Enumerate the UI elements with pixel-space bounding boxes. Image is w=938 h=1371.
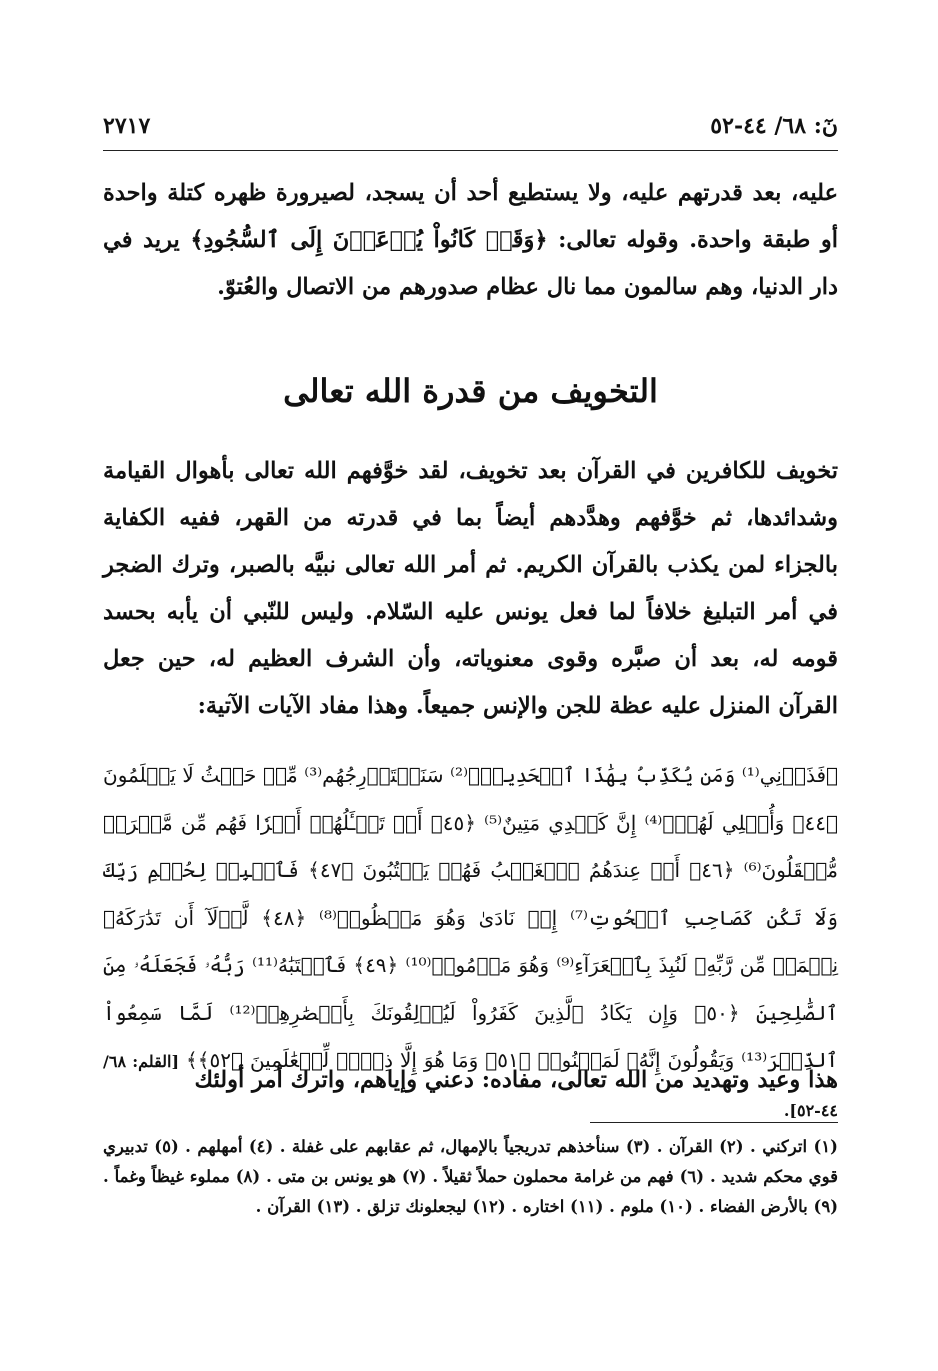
footnote-divider: [590, 1122, 838, 1123]
header-divider: [103, 150, 838, 151]
verses-text: ﴿فَذَرۡنِي⁽¹⁾ وَمَن يُكَذِّبُ بِهَٰذَا ٱلۡحَدِيثِۖ⁽²⁾ سَنَسۡتَدۡرِجُهُم⁽³⁾ مِّنۡ حَيۡثُ لَا يَعۡلَمُونَ ﴿٤٤﴾ وَأُمۡلِي لَهُمۡۚ⁽⁴⁾ إِنَّ كَيۡدِي مَتِينٌ⁽⁵⁾ ﴿٤٥﴾ أَمۡ تَسۡـَٔلُهُمۡ أَجۡرٗا فَهُم مِّن مَّغۡرَمٖ مُّثۡقَلُونَ⁽⁶⁾ ﴿٤٦﴾ أَمۡ عِندَهُمُ ٱلۡغَيۡبُ فَهُمۡ يَكۡتُبُونَ ﴿٤٧﴾ فَٱصۡبِرۡ لِحُكۡمِ رَبِّكَ وَلَا تَكُن كَصَاحِبِ ٱلۡحُوتِ⁽⁷⁾ إِذۡ نَادَىٰ وَهُوَ مَكۡظُومٞ⁽⁸⁾ ﴿٤٨﴾ لَّوۡلَآ أَن تَدَٰرَكَهُۥ نِعۡمَةٞ مِّن رَّبِّهِۦ لَنُبِذَ بِٱلۡعَرَآءِ⁽⁹⁾ وَهُوَ مَذۡمُومٞ⁽¹⁰⁾ ﴿٤٩﴾ فَٱجۡتَبَٰهُ⁽¹¹⁾ رَبُّهُۥ فَجَعَلَهُۥ مِنَ ٱلصَّٰلِحِينَ ﴿٥٠﴾ وَإِن يَكَادُ ٱلَّذِينَ كَفَرُواْ لَيُزۡلِقُونَكَ بِأَبۡصَٰرِهِمۡ⁽¹²⁾ لَمَّا سَمِعُواْ ٱلذِّكۡرَ⁽¹³⁾ وَيَقُولُونَ إِنَّهُۥ لَمَجۡنُونٞ ﴿٥١﴾ وَمَا هُوَ إِلَّا ذِكۡرٞ لِّلۡعَٰلَمِينَ ﴿٥٢﴾﴾: [103, 763, 839, 1072]
surah-verse-reference: نٓ: ٦٨/ ٤٤-٥٢: [710, 113, 838, 139]
section-title: التخويف من قدرة الله تعالى: [283, 372, 658, 410]
verses-citation: [القلم: ٦٨/ ٤٤-٥٢].: [103, 1052, 838, 1120]
footnotes: (١) اتركني . (٢) القرآن . (٣) سنأخذهم تدريجياً بالإمهال، ثم عقابهم على غفلة . (٤) أمهلهم . (٥) تدبيري قوي محكم شديد . (٦) فهم من غرامة محملون حملاً ثقيلاً . (٧) هو يونس بن متى . (٨) مملوء غيظاً وغماً . (٩) بالأرض الفضاء . (١٠) ملوم . (١١) اختاره . (١٢) ليجعلونك تزلق . (١٣) القرآن .: [103, 1137, 838, 1216]
paragraph-intro: تخويف للكافرين في القرآن بعد تخويف، لقد خوَّفهم الله تعالى بأهوال القيامة وشدائدها، ثم خوَّفهم وهدَّدهم أيضاً بما في قدرته من القهر، ففيه الكفاية بالجزاء لمن يكذب بالقرآن الكريم. ثم أمر الله تعالى نبيَّه بالصبر، وترك الضجر في أمر التبليغ خلافاً لما فعل يونس عليه السّلام. وليس للنّبي أن يأبه بحسد قومه له، بعد أن صبَّره وقوى معنوياته، وأن الشرف العظيم له، حين جعل القرآن المنزل عليه عظة للجن والإنس جميعاً. وهذا مفاد الآيات الآتية:: [103, 458, 838, 719]
page-number: ٢٧١٧: [103, 113, 151, 139]
page-header: [103, 108, 838, 144]
paragraph-commentary: هذا وعيد وتهديد من الله تعالى، مفاده: دعني وإياهم، واترك أمر أولئك: [194, 1067, 838, 1093]
paragraph-continuation: عليه، بعد قدرتهم عليه، ولا يستطيع أحد أن يسجد، لصيرورة ظهره كتلة واحدة أو طبقة واحدة. وقوله تعالى: ﴿وَقَدۡ كَانُواْ يُدۡعَوۡنَ إِلَى ٱلسُّجُودِ﴾ يريد في دار الدنيا، وهم سالمون مما نال عظام صدورهم من الاتصال والعُتوّ.: [103, 180, 838, 300]
